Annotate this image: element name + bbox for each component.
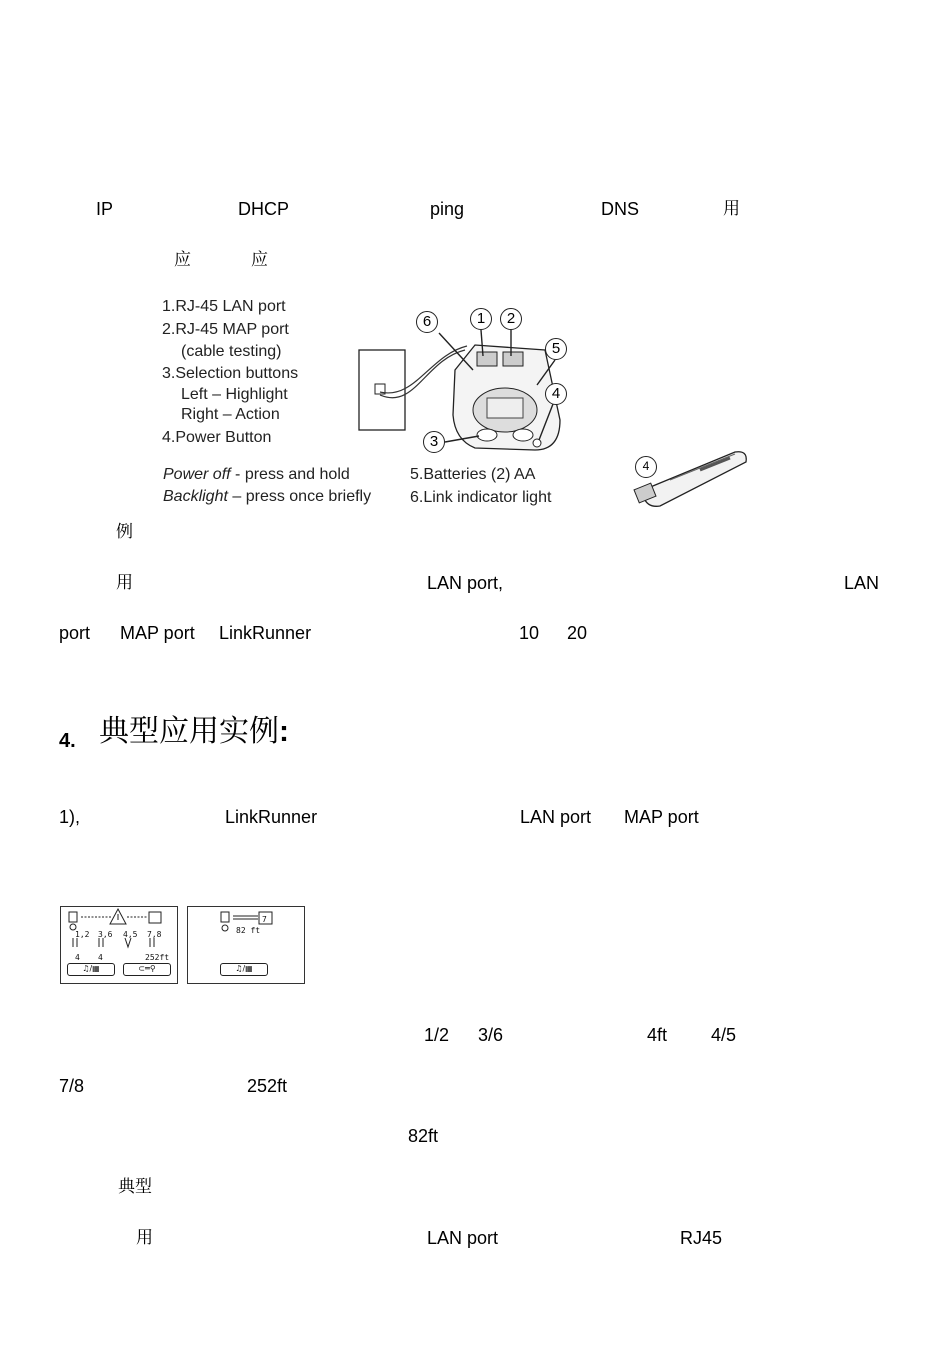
- cable-length: 82 ft: [236, 926, 261, 935]
- usb-device-drawing: [630, 440, 760, 520]
- text-linkrunner-2: LinkRunner: [225, 807, 318, 827]
- figure-item-5: 5.Batteries (2) AA: [410, 466, 536, 483]
- text-dianxing: 典型: [118, 1177, 152, 1197]
- text-pair-1-2: 1/2: [424, 1025, 450, 1045]
- pair-label-2: 3,6: [98, 930, 113, 939]
- text-rj45: RJ45: [680, 1228, 723, 1248]
- callout-4: 4: [545, 383, 567, 405]
- figure-item-2: 2.RJ-45 MAP port: [162, 321, 289, 338]
- callout-6: 6: [416, 311, 438, 333]
- text-ying-1: 应: [174, 250, 191, 270]
- total-length: 252ft: [145, 953, 170, 962]
- callout-5: 5: [545, 338, 567, 360]
- figure-item-3-right: Right – Action: [181, 406, 280, 423]
- section-number: 4.: [59, 730, 76, 752]
- screen1-left-button[interactable]: [67, 963, 115, 976]
- lcd-screen-cable-map: [60, 906, 178, 984]
- pair-label-1: 1,2: [75, 930, 90, 939]
- wrench-icon: ⊂═⚲: [138, 964, 156, 973]
- text-dhcp: DHCP: [238, 199, 290, 219]
- text-pair-7-8: 7/8: [59, 1076, 85, 1096]
- callout-2: 2: [500, 308, 522, 330]
- figure-item-2-note: (cable testing): [181, 343, 282, 360]
- text-ying-2: 应: [251, 250, 268, 270]
- wire-number: 7: [262, 915, 267, 924]
- text-yong: 用: [723, 199, 740, 219]
- pair-label-4: 7,8: [147, 930, 162, 939]
- text-dns: DNS: [601, 199, 640, 219]
- pair-label-3: 4,5: [123, 930, 138, 939]
- text-ping: ping: [430, 199, 465, 219]
- figure-item-6: 6.Link indicator light: [410, 489, 552, 506]
- text-port: port: [59, 623, 91, 643]
- text-lan: LAN: [844, 573, 880, 593]
- screen1-right-button[interactable]: [123, 963, 171, 976]
- text-252ft: 252ft: [247, 1076, 288, 1096]
- text-map-port-1: MAP port: [120, 623, 195, 643]
- figure-item-3: 3.Selection buttons: [162, 365, 299, 382]
- text-index-1: 1),: [59, 807, 81, 827]
- text-li: 例: [116, 522, 133, 542]
- text-lan-port-2: LAN port: [520, 807, 592, 827]
- text-pair-3-6: 3/6: [478, 1025, 504, 1045]
- text-pair-4-5: 4/5: [711, 1025, 737, 1045]
- figure-power-off: Power off - press and hold: [163, 466, 350, 483]
- figure-backlight: Backlight – press once briefly: [163, 488, 372, 505]
- text-20: 20: [567, 623, 588, 643]
- callout-1: 1: [470, 308, 492, 330]
- music-keypad-icon: ♫/▦: [82, 964, 100, 973]
- screen2-button[interactable]: [220, 963, 268, 976]
- text-yong-3: 用: [136, 1228, 153, 1248]
- text-yong-2: 用: [116, 573, 133, 593]
- usb-callout-4: 4: [635, 456, 657, 478]
- callout-3: 3: [423, 431, 445, 453]
- text-lan-port-1: LAN port,: [427, 573, 504, 593]
- figure-item-3-left: Left – Highlight: [181, 386, 288, 403]
- music-keypad-icon: ♫/▦: [235, 964, 253, 973]
- section-title: 典型应用实例:: [99, 714, 289, 749]
- text-linkrunner-1: LinkRunner: [219, 623, 312, 643]
- length-label-1: 4: [75, 953, 80, 962]
- lcd-screen-length: [187, 906, 305, 984]
- figure-item-4: 4.Power Button: [162, 429, 272, 446]
- text-ip: IP: [96, 199, 114, 219]
- text-lan-port-3: LAN port: [427, 1228, 499, 1248]
- text-map-port-2: MAP port: [624, 807, 699, 827]
- text-4ft: 4ft: [647, 1025, 668, 1045]
- length-label-2: 4: [98, 953, 103, 962]
- figure-item-1: 1.RJ-45 LAN port: [162, 298, 286, 315]
- text-82ft: 82ft: [408, 1126, 439, 1146]
- text-10: 10: [519, 623, 540, 643]
